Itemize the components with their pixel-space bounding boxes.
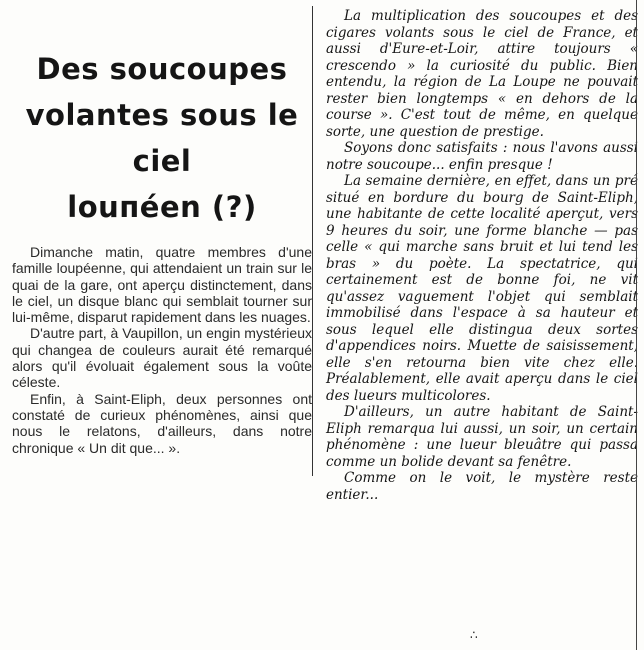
right-paragraph-2: Soyons donc satisfaits : nous l'avons aussi notre soucoupe... enfin presque ! (326, 140, 638, 173)
headline-line-1: Des soucoupes (36, 52, 288, 86)
column-divider (312, 6, 313, 476)
headline (12, 46, 312, 230)
right-paragraph-5: Comme on le voit, le mystère reste entier... (326, 470, 638, 503)
right-column (326, 8, 638, 648)
left-paragraph-2: D'autre part, à Vaupillon, un engin mystérieux qui changea de couleurs aurait été remarqué alors qu'il évoluait également sous la voûte céleste. (12, 325, 312, 391)
page-edge-rule (636, 0, 637, 650)
end-mark: ∴ (470, 628, 478, 642)
left-column (12, 10, 312, 480)
headline-line-3: louпéen (?) (67, 190, 257, 224)
right-paragraph-4: D'ailleurs, un autre habitant de Saint-Eliph remarqua lui aussi, un soir, un certain phénomène : une lueur bleuâtre qui passa comme un bolide devant sa fenêtre. (326, 404, 638, 470)
left-paragraph-1: Dimanche matin, quatre membres d'une famille loupéenne, qui attendaient un train sur le quai de la gare, ont aperçu distinctement, dans le ciel, un disque blanc qui semblait tourner sur lui-même, disparut rapidement dans les nuages. (12, 244, 312, 326)
left-paragraph-3: Enfin, à Saint-Eliph, deux personnes ont constaté de curieux phénomènes, ainsi que nous le relatons, d'ailleurs, dans notre chronique « Un dit que... ». (12, 390, 312, 456)
right-paragraph-3: La semaine dernière, en effet, dans un pré situé en bordure du bourg de Saint-Eliph, une habitante de cette localité aperçut, vers 9 heures du soir, une forme blanche — pas celle « qui marche sans bruit et lui tend les bras » du poète. La spectatrice, qui certainement est de bonne foi, ne vit qu'assez vaguement l'objet qui semblait immobilisé dans l'espace à sa hauteur et sous lequel elle distingua deux sortes d'appendices noirs. Muette de saisissement, elle s'en retourna bien vite chez elle. Préalablement, elle avait aperçu dans le ciel des lueurs multicolores. (326, 173, 638, 404)
right-paragraph-1: La multiplication des soucoupes et des cigares volants sous le ciel de France, et aussi d'Eure-et-Loir, attire toujours « crescendo » la curiosité du public. Bien entendu, la région de La Loupe ne pouvait rester bien longtemps « en dehors de la course ». C'est tout de même, en quelque sorte, une question de prestige. (326, 8, 638, 140)
right-body-text (326, 8, 638, 503)
headline-line-2: volantes sous le ciel (25, 98, 299, 178)
left-body-text (12, 244, 312, 456)
